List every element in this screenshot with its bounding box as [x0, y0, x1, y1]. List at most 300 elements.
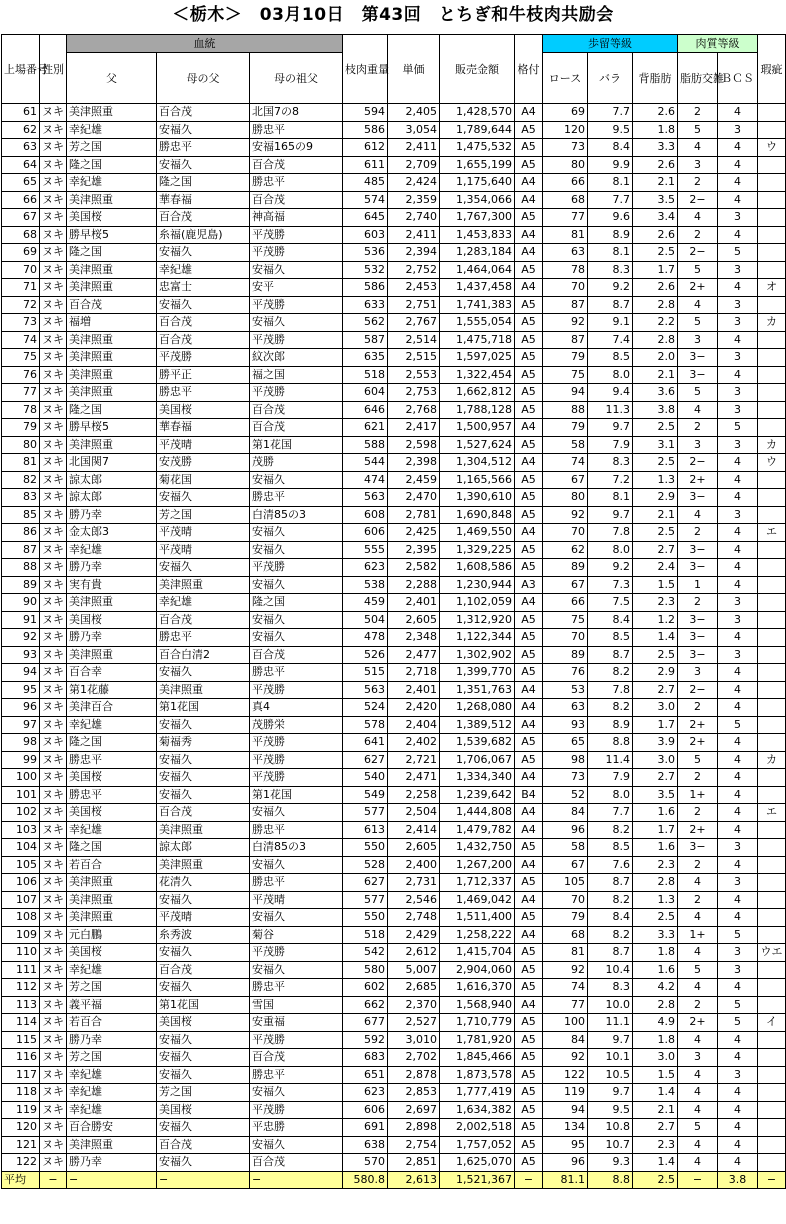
table-cell: 7.8 — [588, 524, 633, 542]
table-cell: 578 — [343, 716, 388, 734]
table-cell: 3.0 — [633, 1049, 678, 1067]
table-cell: 平茂勝 — [157, 349, 250, 367]
table-cell: 99 — [2, 751, 40, 769]
table-cell: 若百合 — [67, 856, 157, 874]
table-row — [2, 944, 786, 962]
table-cell: 120 — [543, 121, 588, 139]
table-cell: 574 — [343, 191, 388, 209]
table-cell: A5 — [515, 874, 543, 892]
table-cell: 安福久 — [250, 961, 343, 979]
table-cell: A4 — [515, 856, 543, 874]
table-cell: A4 — [515, 996, 543, 1014]
table-cell: 2,527 — [388, 1014, 440, 1032]
table-cell: 602 — [343, 979, 388, 997]
table-row — [2, 209, 786, 227]
table-cell: 9.7 — [588, 1084, 633, 1102]
table-cell: 8.0 — [588, 541, 633, 559]
table-cell: 1,175,640 — [440, 174, 515, 192]
table-cell: 526 — [343, 646, 388, 664]
table-cell: A5 — [515, 611, 543, 629]
table-cell: 485 — [343, 174, 388, 192]
table-cell: 4.2 — [633, 979, 678, 997]
table-cell: 459 — [343, 594, 388, 612]
table-cell: 平茂晴 — [157, 909, 250, 927]
table-cell: 532 — [343, 261, 388, 279]
table-cell: 75 — [543, 611, 588, 629]
table-cell: ヌキ — [40, 524, 67, 542]
table-cell — [758, 541, 786, 559]
table-cell: 第1花国 — [250, 436, 343, 454]
table-cell: 百合茂 — [157, 961, 250, 979]
table-cell: ヌキ — [40, 891, 67, 909]
table-cell: 芳之国 — [67, 1049, 157, 1067]
table-cell: 4 — [678, 1136, 718, 1154]
table-cell: ヌキ — [40, 156, 67, 174]
table-cell: 515 — [343, 664, 388, 682]
table-cell: 2.7 — [633, 681, 678, 699]
table-cell: 美津照重 — [67, 874, 157, 892]
table-cell: 11.4 — [588, 751, 633, 769]
table-cell: 2,402 — [388, 734, 440, 752]
table-cell: 幸紀雄 — [67, 1101, 157, 1119]
table-cell: 1,662,812 — [440, 384, 515, 402]
table-cell: 1,475,718 — [440, 331, 515, 349]
table-cell: 5 — [718, 419, 758, 437]
table-cell: 1,351,763 — [440, 681, 515, 699]
table-cell: 4 — [718, 489, 758, 507]
table-cell: ヌキ — [40, 979, 67, 997]
table-cell: 2+ — [678, 734, 718, 752]
col-header-ribeye: ロース — [543, 53, 588, 104]
table-cell: 3 — [718, 874, 758, 892]
table-cell: 85 — [2, 506, 40, 524]
table-cell: 4 — [718, 821, 758, 839]
table-cell: 641 — [343, 734, 388, 752]
table-cell: A5 — [515, 909, 543, 927]
table-cell: A5 — [515, 541, 543, 559]
table-cell: 2,709 — [388, 156, 440, 174]
table-cell: 2,411 — [388, 139, 440, 157]
table-cell: 71 — [2, 279, 40, 297]
table-cell: A4 — [515, 926, 543, 944]
table-cell: 623 — [343, 559, 388, 577]
table-cell: 120 — [2, 1119, 40, 1137]
table-cell: 3 — [718, 961, 758, 979]
table-cell: 北国7の8 — [250, 104, 343, 122]
table-cell: 1+ — [678, 786, 718, 804]
table-cell: 474 — [343, 471, 388, 489]
table-cell: 幸紀雄 — [67, 121, 157, 139]
table-cell: 1,102,059 — [440, 594, 515, 612]
table-row — [2, 174, 786, 192]
table-cell: 2,582 — [388, 559, 440, 577]
table-cell: 1.8 — [633, 121, 678, 139]
table-cell: 1,608,586 — [440, 559, 515, 577]
table-cell: 100 — [543, 1014, 588, 1032]
table-cell: A5 — [515, 139, 543, 157]
table-cell: 3− — [678, 611, 718, 629]
table-cell — [758, 786, 786, 804]
table-cell: A5 — [515, 1136, 543, 1154]
table-row — [2, 996, 786, 1014]
table-cell: 美国桜 — [157, 401, 250, 419]
table-cell: 9.6 — [588, 209, 633, 227]
table-cell: A4 — [515, 681, 543, 699]
table-cell: 2,751 — [388, 296, 440, 314]
table-cell: 68 — [543, 191, 588, 209]
table-cell: 忠富士 — [157, 279, 250, 297]
table-cell: 4 — [678, 874, 718, 892]
table-cell — [758, 121, 786, 139]
table-cell: 2,605 — [388, 611, 440, 629]
table-cell: 638 — [343, 1136, 388, 1154]
table-cell: 606 — [343, 524, 388, 542]
table-cell: 9.3 — [588, 1154, 633, 1172]
table-row — [2, 401, 786, 419]
table-cell: 1.2 — [633, 611, 678, 629]
table-cell: 2,553 — [388, 366, 440, 384]
table-cell: 紋次郎 — [250, 349, 343, 367]
table-cell: 百合茂 — [157, 104, 250, 122]
table-cell: 百合茂 — [250, 401, 343, 419]
table-cell: 5 — [718, 1014, 758, 1032]
table-cell: 80 — [2, 436, 40, 454]
table-cell: ヌキ — [40, 1049, 67, 1067]
table-cell — [758, 244, 786, 262]
table-row — [2, 961, 786, 979]
table-cell: 2 — [678, 419, 718, 437]
table-cell: 1,706,067 — [440, 751, 515, 769]
table-cell: 北国関7 — [67, 454, 157, 472]
table-cell: 592 — [343, 1031, 388, 1049]
table-cell: A4 — [515, 419, 543, 437]
table-row — [2, 1101, 786, 1119]
table-cell: 74 — [543, 454, 588, 472]
table-cell: 1,464,064 — [440, 261, 515, 279]
page-title: ＜栃木＞ 03月10日 第43回 とちぎ和牛枝肉共励会 — [172, 5, 614, 25]
table-cell: ヌキ — [40, 366, 67, 384]
table-cell: 百合茂 — [157, 331, 250, 349]
table-cell: 2.5 — [633, 419, 678, 437]
table-cell: A5 — [515, 646, 543, 664]
table-cell: 1,521,367 — [440, 1171, 515, 1189]
table-row — [2, 226, 786, 244]
table-cell: 隆之国 — [67, 734, 157, 752]
table-cell: 安福久 — [250, 576, 343, 594]
table-cell: 平茂勝 — [250, 681, 343, 699]
table-cell: 66 — [543, 174, 588, 192]
table-cell: 1,329,225 — [440, 541, 515, 559]
table-cell: 3 — [718, 349, 758, 367]
table-cell: 美津照重 — [67, 436, 157, 454]
table-cell: A4 — [515, 279, 543, 297]
table-row — [2, 436, 786, 454]
table-cell: 538 — [343, 576, 388, 594]
table-cell: 1,312,920 — [440, 611, 515, 629]
table-cell — [758, 489, 786, 507]
table-cell: 662 — [343, 996, 388, 1014]
table-cell: 美津照重 — [157, 681, 250, 699]
table-cell: 105 — [2, 856, 40, 874]
table-cell: 4 — [718, 1084, 758, 1102]
col-header-rib-thickness: バラ — [588, 53, 633, 104]
table-cell: 119 — [2, 1101, 40, 1119]
table-cell: 88 — [2, 559, 40, 577]
table-cell: 美津照重 — [67, 594, 157, 612]
table-cell: 93 — [543, 716, 588, 734]
table-cell: 1.5 — [633, 576, 678, 594]
table-cell: 勝乃幸 — [67, 1154, 157, 1172]
table-cell: − — [67, 1171, 157, 1189]
table-cell: 4 — [718, 104, 758, 122]
table-cell: 478 — [343, 629, 388, 647]
table-cell: 1,258,222 — [440, 926, 515, 944]
table-cell: 2.1 — [633, 1101, 678, 1119]
table-cell: 2.9 — [633, 489, 678, 507]
table-cell: 79 — [543, 909, 588, 927]
table-row — [2, 1066, 786, 1084]
table-cell: ヌキ — [40, 174, 67, 192]
col-header-marbling: 脂肪交雑 — [678, 53, 718, 104]
table-cell: 555 — [343, 541, 388, 559]
table-cell: 芳之国 — [67, 979, 157, 997]
table-row — [2, 261, 786, 279]
table-cell: 8.0 — [588, 786, 633, 804]
table-cell: 134 — [543, 1119, 588, 1137]
table-cell: 2,851 — [388, 1154, 440, 1172]
table-cell: 2,754 — [388, 1136, 440, 1154]
table-cell: 安福久 — [157, 1119, 250, 1137]
table-cell: 4 — [718, 226, 758, 244]
table-cell: ヌキ — [40, 576, 67, 594]
table-row — [2, 1049, 786, 1067]
table-cell: 安福久 — [157, 664, 250, 682]
table-cell: 1,616,370 — [440, 979, 515, 997]
table-cell: 1,389,512 — [440, 716, 515, 734]
table-cell: 安福久 — [250, 804, 343, 822]
table-row — [2, 1154, 786, 1172]
col-header-maternal-great-grandfather: 母の祖父 — [250, 53, 343, 104]
table-cell: 安福久 — [157, 944, 250, 962]
table-cell: 勝忠平 — [250, 1066, 343, 1084]
table-cell: 68 — [543, 926, 588, 944]
table-cell: 芳之国 — [67, 139, 157, 157]
table-row — [2, 279, 786, 297]
table-cell: 603 — [343, 226, 388, 244]
table-row — [2, 979, 786, 997]
table-cell: 1.3 — [633, 891, 678, 909]
table-cell: 1,469,550 — [440, 524, 515, 542]
table-cell: ヌキ — [40, 1101, 67, 1119]
table-cell: 金太郎3 — [67, 524, 157, 542]
table-cell: 2.1 — [633, 174, 678, 192]
table-cell: 2,470 — [388, 489, 440, 507]
table-cell: 77 — [2, 384, 40, 402]
table-cell: A5 — [515, 261, 543, 279]
table-cell: 10.1 — [588, 1049, 633, 1067]
table-cell: 122 — [2, 1154, 40, 1172]
table-cell: 2.5 — [633, 524, 678, 542]
table-cell: 美津照重 — [67, 646, 157, 664]
table-cell: A5 — [515, 979, 543, 997]
table-cell: 2.7 — [633, 1119, 678, 1137]
table-cell: A5 — [515, 734, 543, 752]
table-cell: ヌキ — [40, 909, 67, 927]
table-cell: 2.6 — [633, 226, 678, 244]
table-cell: 1,568,940 — [440, 996, 515, 1014]
table-cell: 安福久 — [157, 1154, 250, 1172]
table-cell: A5 — [515, 1066, 543, 1084]
table-cell: 白清85の3 — [250, 506, 343, 524]
table-cell: 4 — [718, 366, 758, 384]
table-cell: 550 — [343, 909, 388, 927]
table-cell: 平茂勝 — [250, 226, 343, 244]
table-cell: 3.4 — [633, 209, 678, 227]
table-cell: ヌキ — [40, 1066, 67, 1084]
table-row — [2, 734, 786, 752]
table-cell: 美津照重 — [157, 856, 250, 874]
table-cell: 華春福 — [157, 419, 250, 437]
table-cell — [758, 1154, 786, 1172]
table-cell: 美津照重 — [67, 349, 157, 367]
table-cell — [758, 611, 786, 629]
table-cell: 9.7 — [588, 506, 633, 524]
table-cell: 3 — [718, 209, 758, 227]
table-cell: 福之国 — [250, 366, 343, 384]
table-row — [2, 839, 786, 857]
table-cell: 勝早桜5 — [67, 419, 157, 437]
table-cell: 2.3 — [633, 594, 678, 612]
table-cell — [758, 366, 786, 384]
table-cell: 570 — [343, 1154, 388, 1172]
table-cell: 4 — [718, 856, 758, 874]
table-cell: 536 — [343, 244, 388, 262]
table-cell: 2,731 — [388, 874, 440, 892]
table-cell: 3 — [678, 331, 718, 349]
table-cell: 1,741,383 — [440, 296, 515, 314]
table-cell: A4 — [515, 191, 543, 209]
table-cell: 美津照重 — [67, 261, 157, 279]
average-row — [2, 1171, 786, 1189]
table-body — [2, 104, 786, 1189]
table-cell: 580.8 — [343, 1171, 388, 1189]
table-cell: 1,634,382 — [440, 1101, 515, 1119]
table-cell: ヌキ — [40, 944, 67, 962]
table-cell — [758, 1119, 786, 1137]
table-cell: 安福久 — [157, 559, 250, 577]
table-cell: 百合茂 — [157, 804, 250, 822]
table-cell: A5 — [515, 1101, 543, 1119]
table-cell: 2+ — [678, 471, 718, 489]
table-cell: 安福久 — [157, 891, 250, 909]
table-cell: 95 — [543, 1136, 588, 1154]
table-cell: 2,477 — [388, 646, 440, 664]
table-cell: 1.5 — [633, 1066, 678, 1084]
table-cell: 平茂勝 — [250, 559, 343, 577]
table-cell: 58 — [543, 839, 588, 857]
table-cell: 4 — [718, 664, 758, 682]
col-header-pedigree: 血統 — [67, 35, 343, 53]
table-cell: A4 — [515, 804, 543, 822]
table-cell: 4 — [678, 139, 718, 157]
table-cell: 2,768 — [388, 401, 440, 419]
table-cell: A5 — [515, 944, 543, 962]
table-cell: 92 — [543, 314, 588, 332]
table-cell: 2,753 — [388, 384, 440, 402]
table-cell: 平茂晴 — [250, 891, 343, 909]
table-cell: 4 — [718, 909, 758, 927]
table-cell: 7.7 — [588, 104, 633, 122]
table-cell: A5 — [515, 1084, 543, 1102]
table-cell: 524 — [343, 699, 388, 717]
table-cell: 実有貴 — [67, 576, 157, 594]
col-header-sex: 性別 — [40, 35, 67, 104]
table-cell: A5 — [515, 961, 543, 979]
table-cell: 3− — [678, 839, 718, 857]
table-cell: 1,428,570 — [440, 104, 515, 122]
table-cell: A5 — [515, 629, 543, 647]
table-cell: 安福久 — [157, 489, 250, 507]
table-cell: 2,370 — [388, 996, 440, 1014]
table-cell: 4 — [678, 944, 718, 962]
table-cell: 8.2 — [588, 926, 633, 944]
table-cell: 5 — [678, 1119, 718, 1137]
table-cell: 8.2 — [588, 699, 633, 717]
table-cell: 4 — [718, 751, 758, 769]
table-cell: ヌキ — [40, 769, 67, 787]
col-header-carcass-weight: 枝肉重量 — [343, 35, 388, 104]
col-header-sale-amount: 販売金額 — [440, 35, 515, 104]
table-cell: 2.1 — [633, 506, 678, 524]
table-cell: 1.7 — [633, 716, 678, 734]
table-cell: 勝忠平 — [67, 751, 157, 769]
table-cell: 588 — [343, 436, 388, 454]
table-cell: 2,411 — [388, 226, 440, 244]
table-cell: ヌキ — [40, 454, 67, 472]
table-row — [2, 821, 786, 839]
table-cell: 平茂勝 — [250, 244, 343, 262]
table-cell: 2,514 — [388, 331, 440, 349]
table-cell: 8.8 — [588, 1171, 633, 1189]
table-cell: ヌキ — [40, 139, 67, 157]
table-cell: 108 — [2, 909, 40, 927]
table-cell: 平茂勝 — [250, 384, 343, 402]
table-cell: 96 — [543, 1154, 588, 1172]
table-cell: 612 — [343, 139, 388, 157]
table-cell: 586 — [343, 279, 388, 297]
table-cell: 1,511,400 — [440, 909, 515, 927]
table-cell: 540 — [343, 769, 388, 787]
table-cell: 美国桜 — [157, 1101, 250, 1119]
table-cell: ヌキ — [40, 209, 67, 227]
table-cell: 4 — [678, 979, 718, 997]
table-cell: 7.9 — [588, 436, 633, 454]
table-cell: 勝忠平 — [250, 121, 343, 139]
table-cell: A4 — [515, 104, 543, 122]
table-cell: 3− — [678, 646, 718, 664]
table-cell: 芳之国 — [157, 1084, 250, 1102]
table-cell: 8.2 — [588, 891, 633, 909]
table-cell: A4 — [515, 769, 543, 787]
col-header-father: 父 — [67, 53, 157, 104]
table-cell: 627 — [343, 751, 388, 769]
table-cell: 平茂勝 — [250, 769, 343, 787]
table-row — [2, 716, 786, 734]
table-cell: 2 — [678, 996, 718, 1014]
table-cell: 2.5 — [633, 646, 678, 664]
table-cell: 2.9 — [633, 664, 678, 682]
table-cell: 2.5 — [633, 244, 678, 262]
